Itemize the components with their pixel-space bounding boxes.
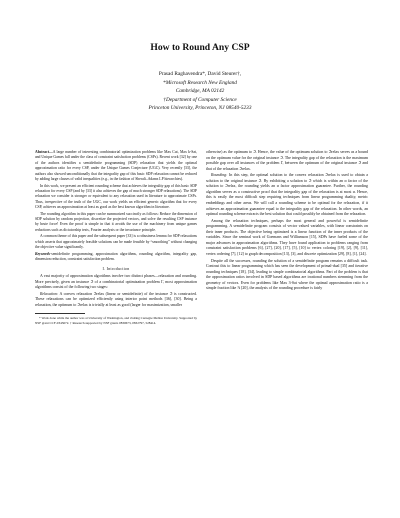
right-paragraph-4: Despite all the successes, rounding the solution of a semidefinite program remains a difficult task. Contrast this to linear programming which has seen the development of primal-dual [35] and iterative rounding techniques [18], [34], leading to simple combinatorial algorithms. Part of the problem is that the approximation ratios involved in SDP based algorithms are irrational numbers stemming from the geometry of vectors. Even for problems like Max 3-Sat where the optimal approximation ratio is a simple fraction like ⅞ [20], the analysis of the rounding procedure is fairly	[206, 258, 368, 291]
affiliation-1: *Microsoft Research New England	[163, 79, 237, 86]
paper-title: How to Round Any CSP	[150, 42, 250, 53]
rounding-paragraph	[206, 173, 368, 217]
right-paragraph-1: otherwise) as the optimum to ℑ. Hence, the value of the optimum solution to ℑrelax serves as a bound on the optimum value for the original instance ℑ. The integrality gap of the relaxation is the maximum possible gap over all instances of the problem Γ, between the optimum of the original instance ℑ and that of the relaxation ℑrelax.	[206, 150, 368, 171]
abstract-text: A large number of interesting combinatorial optimization problems like Max Cut, Max k-Sat, and Unique Games fall under the class of constraint satisfaction problems (CSPs). Recent work [32] by one of the authors identifies a semidefinite programming (SDP) relaxation that yields the optimal approximation ratio for every CSP, under the Unique Games Conjecture (UGC). Very recently [33], the authors also showed unconditionally that the integrality gap of this basic SDP relaxation cannot be reduced by adding large classes of valid inequalities (e.g., in the fashion of Sherali–Adams LP hierarchies).	[35, 150, 197, 182]
abstract-paragraph-2: In this work, we present an efficient rounding scheme that achieves the integrality gap of this basic SDP relaxation for every CSP (and by [33] it also achieves the gap of much stronger SDP relaxations). The SDP relaxation we consider is stronger or equivalent to any relaxation used in literature to approximate CSPs. Thus, irrespective of the truth of the UGC, our work yields an efficient generic algorithm that for every CSP, achieves an approximation at least as good as the best known algorithm in literature.	[35, 183, 197, 210]
relaxation-label: Relaxation:	[40, 291, 59, 296]
right-column	[206, 150, 368, 293]
abstract	[35, 150, 197, 263]
relaxation-paragraph	[35, 292, 197, 309]
footnote: * Work done while the author was at University of Washington, and visiting Carnegie Mellon University. Supported by NSF grant CCF-0343672. † Research supported by NSF grants 0830673, 0832797, 528414.	[35, 316, 197, 325]
abstract-paragraph-1	[35, 150, 197, 182]
abstract-paragraph-3: The rounding algorithm in this paper can be summarized succinctly as follows: Reduce the dimension of SDP solution by random projection, discretize the projected vectors, and solve the resulting CSP instance by brute force! Even the proof is simple in that it avoids the use of the machinery from unique games reductions such as dictatorship tests, Fourier analysis or the invariance principle.	[35, 211, 197, 232]
keywords	[35, 252, 197, 263]
keywords-text: semidefinite programming, approximation algorithms, rounding algorithm, integrality gap, dimension reduction, constraint satisfaction problem.	[35, 251, 197, 262]
author-names: Prasad Raghavendra*, David Steurer†,	[158, 71, 242, 77]
left-column	[35, 150, 197, 325]
abstract-label: Abstract—	[35, 150, 53, 154]
rounding-label: Rounding:	[211, 173, 228, 178]
keywords-label: Keywords-	[35, 251, 52, 256]
section-heading: I. Introduction	[102, 266, 130, 271]
footnote-divider	[35, 313, 85, 314]
abstract-paragraph-4: A common theme of this paper and the subsequent paper [33] is a robustness lemma for SDP relaxations which asserts that approximately feasible solutions can be made feasible by “smoothing” without changing the objective value significantly.	[35, 234, 197, 250]
affiliation-2: †Department of Computer Science	[163, 96, 237, 103]
affiliation-2-place: Princeton University, Princeton, NJ 08540-5233	[148, 105, 252, 112]
affiliation-1-city: Cambridge, MA 02142	[175, 88, 225, 95]
right-paragraph-3: Among the relaxation techniques, perhaps the most general and powerful is semidefinite programming. A semidefinite program consists of vector valued variables, with linear constraints on their inner products. The objective being optimized is a linear function of the inner products of the variables. Since the seminal work of Goemans and Williamson [15], SDPs have fueled some of the major advances in approximation algorithms. They have found application to problems ranging from constraint satisfaction problems [6], [27], [20], [17], [5], [10] to vertex coloring [19], [2], [9], [11], vertex ordering [7], [12] to graph decomposition [13], [3], and discrete optimization [29], [8], [1], [24].	[206, 218, 368, 257]
intro-paragraph-1: A vast majority of approximation algorithms involve two distinct phases—relaxation and rounding. More precisely, given an instance ℑ of a combinatorial optimization problem Γ, most approximation algorithms consist of the following two stages:	[35, 274, 197, 290]
rounding-text: In this step, the optimal solution to the convex relaxation ℑrelax is used to obtain a solution to the original instance ℑ. By exhibiting a solution to ℑ which is within an α factor of the solution to ℑrelax, the rounding yields an α factor approximation guarantee. Further, the rounding algorithm serves as a constructive proof that the integrality gap of the relaxation is at most α. Hence, this is easily the most difficult step requiring techniques from linear programming duality, metric embeddings and other areas. We will call a rounding scheme to be optimal for the relaxation, if it achieves an approximation guarantee equal to the integrality gap of the relaxation. In other words, an optimal rounding scheme extracts the best solution that could possibly be obtained from the relaxation.	[206, 173, 368, 217]
relaxation-text: A convex relaxation ℑrelax (linear or semidefinite) of the instance ℑ is constructed. These relaxations can be optimized efficiently using interior point methods [36], [30]. Being a relaxation, the optimum to ℑrelax is trivially at least as good (larger for maximization, smaller	[35, 291, 198, 307]
author-block	[0, 70, 400, 113]
